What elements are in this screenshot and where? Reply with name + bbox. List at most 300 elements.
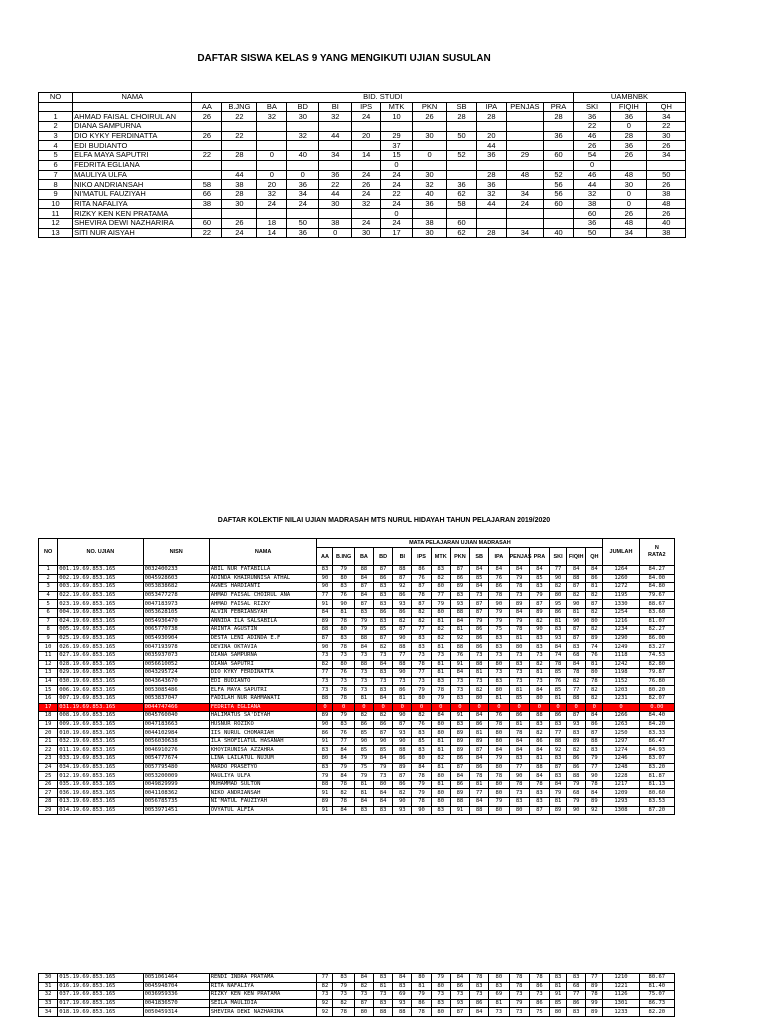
score-cell: 89 [450,729,469,738]
score-cell: 86 [489,583,509,592]
score-cell [506,218,543,228]
table-row [39,180,686,190]
score-cell: 83 [333,720,354,729]
row-no: 27 [39,789,58,798]
nisn: 0053477278 [143,591,209,600]
row-no: 17 [39,703,58,712]
score-cell: 78 [333,798,354,807]
score-cell: 73 [450,677,469,686]
uam-score-cell: 60 [573,209,610,219]
row-no: 29 [39,806,58,815]
score-cell: 86 [393,591,412,600]
score-cell: 36 [287,180,319,190]
score-cell: 93 [393,999,412,1008]
score-cell: 87 [393,626,412,635]
score-cell: 82 [374,712,393,721]
score-cell: 86 [470,763,489,772]
table-row [39,712,675,721]
score-cell: 73 [450,686,469,695]
uam-score-cell: 26 [647,180,686,190]
score-cell: 82 [412,617,431,626]
score-cell: 36 [447,180,477,190]
score-cell: 84 [450,617,469,626]
score-cell: 68 [567,651,586,660]
score-cell: 87 [412,600,431,609]
score-cell: 80 [374,780,393,789]
score-cell: 26 [192,112,222,122]
average-score: 84.20 [639,720,674,729]
total-score: 1272 [603,583,639,592]
score-cell: 90 [509,772,529,781]
header-rata: RATA2 [648,552,666,558]
average-score: 81.40 [639,982,674,991]
table-row [39,982,675,991]
score-cell: 36 [287,228,319,238]
student-name: MUHAMMAD SULTON [209,780,317,789]
student-name: DEVINA OKTAVIA [209,643,317,652]
subject-header: PRA [529,548,549,566]
score-cell: 82 [393,789,412,798]
score-cell: 85 [374,626,393,635]
score-cell: 22 [222,112,257,122]
score-cell: 88 [393,660,412,669]
subject-header: MTK [381,102,413,112]
score-cell [381,122,413,132]
score-cell: 82 [529,729,549,738]
score-cell: 99 [586,999,603,1008]
score-cell: 92 [450,634,469,643]
table-row [39,141,686,151]
score-cell: 56 [544,180,574,190]
student-name: FEDRITA EGLIANA [209,703,317,712]
score-cell: 83 [567,974,586,983]
score-cell: 60 [544,199,574,209]
row-no: 18 [39,712,58,721]
header-n: N [654,545,659,551]
score-cell: 80 [489,737,509,746]
score-cell: 88 [567,694,586,703]
row-no: 5 [39,151,73,161]
score-cell: 83 [509,755,529,764]
table-row [39,160,686,170]
nisn: 0043643670 [143,677,209,686]
score-cell: 26 [222,218,257,228]
score-cell: 86 [450,574,469,583]
uam-subject-header: SKI [573,102,610,112]
score-cell: 78 [412,1008,431,1017]
average-score: 83.33 [639,729,674,738]
score-cell: 32 [319,112,352,122]
exam-number: 028.19.69.853.165 [58,660,143,669]
score-cell: 89 [317,712,333,721]
exam-number: 007.19.69.853.165 [58,694,143,703]
header-no-ujian: NO. UJIAN [58,539,143,566]
table-row [39,151,686,161]
page-title: DAFTAR SISWA KELAS 9 YANG MENGIKUTI UJIAN SUSULAN [197,53,491,64]
nisn: 0045760040 [143,712,209,721]
score-cell: 83 [550,772,567,781]
score-cell: 88 [529,712,549,721]
score-cell: 93 [567,720,586,729]
score-cell: 50 [447,131,477,141]
score-cell: 86 [450,780,469,789]
score-cell: 77 [431,591,450,600]
score-cell: 86 [450,755,469,764]
row-no: 30 [39,974,58,983]
score-cell [192,209,222,219]
score-cell: 83 [374,806,393,815]
row-no: 1 [39,112,73,122]
subject-header: BI [393,548,412,566]
student-name: RIZKY KEN KEN PRATAMA [73,209,192,219]
table-row [39,228,686,238]
score-cell: 83 [489,634,509,643]
student-name: HUSNUR ROZIKO [209,720,317,729]
score-cell: 80 [412,974,431,983]
score-cell: 80 [333,626,354,635]
score-cell [257,141,287,151]
total-score: 1234 [603,626,639,635]
average-score: 81.07 [639,617,674,626]
table-row [39,1008,675,1017]
score-cell: 79 [509,617,529,626]
score-cell: 81 [586,660,603,669]
score-cell [506,122,543,132]
score-cell: 88 [317,780,333,789]
score-cell: 74 [550,651,567,660]
score-cell: 80 [586,669,603,678]
score-cell: 24 [222,228,257,238]
score-cell: 90 [567,617,586,626]
score-cell [222,122,257,132]
score-cell: 81 [354,694,373,703]
subject-header: SB [470,548,489,566]
score-cell: 86 [374,574,393,583]
average-score: 87.20 [639,806,674,815]
score-cell: 81 [450,626,469,635]
score-cell: 79 [529,591,549,600]
score-cell: 86 [470,999,489,1008]
uam-score-cell: 38 [647,228,686,238]
total-score: 1301 [603,999,639,1008]
score-cell: 73 [509,677,529,686]
student-name: AHMAD FAISAL CHOIRUL AN [73,112,192,122]
score-cell: 85 [550,686,567,695]
score-cell: 88 [529,763,549,772]
score-cell: 87 [567,634,586,643]
nisn: 0050459314 [143,1008,209,1017]
score-cell: 60 [447,218,477,228]
score-cell [192,170,222,180]
score-cell [287,122,319,132]
score-cell: 82 [354,712,373,721]
score-cell: 52 [447,151,477,161]
score-cell: 79 [489,798,509,807]
score-cell: 34 [319,151,352,161]
score-cell: 81 [550,694,567,703]
average-score: 83.53 [639,798,674,807]
row-no: 7 [39,617,58,626]
nisn: 0053971451 [143,806,209,815]
score-cell: 86 [317,729,333,738]
average-score: 82.27 [639,626,674,635]
score-cell: 79 [431,600,450,609]
score-cell [222,209,257,219]
average-score: 0.00 [639,703,674,712]
score-cell: 0 [257,170,287,180]
score-cell: 83 [450,591,469,600]
score-cell: 80 [489,660,509,669]
average-score: 79.67 [639,591,674,600]
score-cell: 84 [431,712,450,721]
score-cell: 28 [476,228,506,238]
subject-header: PENJAS [509,548,529,566]
score-cell: 83 [412,729,431,738]
table-row [39,218,686,228]
score-cell: 87 [470,600,489,609]
score-cell: 79 [412,991,431,1000]
total-score: 1297 [603,737,639,746]
score-cell: 86 [567,763,586,772]
row-no: 7 [39,170,73,180]
score-cell [506,112,543,122]
score-cell: 80 [509,806,529,815]
nisn: 0047183663 [143,720,209,729]
score-cell: 80 [431,789,450,798]
score-cell: 73 [317,686,333,695]
score-cell: 84 [586,789,603,798]
score-cell: 82 [567,677,586,686]
exam-number: 014.19.69.853.165 [58,806,143,815]
score-cell: 77 [393,651,412,660]
score-cell: 74 [586,643,603,652]
score-cell: 22 [319,180,352,190]
score-cell: 92 [317,999,333,1008]
score-cell: 83 [567,729,586,738]
score-cell: 86 [550,712,567,721]
score-cell: 86 [529,737,549,746]
average-score: 75.07 [639,991,674,1000]
score-cell: 30 [413,170,447,180]
table-row [39,737,675,746]
score-cell: 93 [393,729,412,738]
score-cell: 26 [413,112,447,122]
score-cell: 32 [257,189,287,199]
average-score: 76.80 [639,677,674,686]
row-no: 3 [39,583,58,592]
score-cell: 81 [489,999,509,1008]
score-cell: 83 [529,643,549,652]
score-cell: 86 [470,626,489,635]
student-name: IIS NURUL CHOMARIAH [209,729,317,738]
score-cell: 73 [529,651,549,660]
subject-header: IPA [476,102,506,112]
score-cell: 88 [393,746,412,755]
uam-score-cell: 22 [647,122,686,132]
score-cell: 90 [317,583,333,592]
score-cell: 77 [567,991,586,1000]
score-cell [544,160,574,170]
score-cell: 80 [431,583,450,592]
exam-number: 030.19.69.853.165 [58,677,143,686]
score-cell: 90 [317,643,333,652]
score-cell: 84 [374,798,393,807]
score-cell: 36 [319,170,352,180]
score-cell: 79 [431,694,450,703]
table-row [39,991,675,1000]
uam-score-cell: 48 [611,170,647,180]
score-cell: 83 [374,600,393,609]
uam-score-cell: 30 [611,180,647,190]
score-cell: 24 [352,112,381,122]
uam-score-cell: 32 [573,189,610,199]
row-no: 8 [39,180,73,190]
score-cell: 73 [529,677,549,686]
row-no: 25 [39,772,58,781]
score-cell: 24 [257,199,287,209]
row-no: 11 [39,209,73,219]
uam-score-cell: 34 [647,112,686,122]
score-cell: 82 [586,694,603,703]
score-cell: 83 [489,677,509,686]
score-cell: 84 [450,772,469,781]
uam-score-cell: 0 [611,122,647,132]
uam-score-cell: 34 [647,151,686,161]
row-no: 32 [39,991,58,1000]
score-cell: 0 [489,703,509,712]
score-cell: 85 [354,729,373,738]
score-cell: 83 [529,634,549,643]
average-score: 82.80 [639,660,674,669]
row-no: 2 [39,122,73,132]
score-cell: 81 [470,729,489,738]
susulan-table [38,92,686,238]
score-cell: 79 [412,780,431,789]
score-cell: 87 [550,763,567,772]
score-cell: 84 [529,686,549,695]
score-cell: 73 [412,677,431,686]
uam-score-cell: 22 [573,122,610,132]
score-cell: 84 [586,566,603,575]
score-cell: 73 [489,1008,509,1017]
score-cell: 86 [393,686,412,695]
score-cell: 84 [317,608,333,617]
score-cell: 14 [257,228,287,238]
exam-number: 008.19.69.853.165 [58,712,143,721]
score-cell: 50 [287,218,319,228]
score-cell: 90 [374,737,393,746]
score-cell: 91 [550,991,567,1000]
score-cell: 86 [586,574,603,583]
nisn: 0053628105 [143,608,209,617]
score-cell: 82 [333,999,354,1008]
exam-number: 026.19.69.853.165 [58,643,143,652]
nisn: 0053200009 [143,772,209,781]
score-cell: 22 [381,189,413,199]
score-cell: 82 [354,982,373,991]
score-cell: 34 [506,189,543,199]
score-cell [506,131,543,141]
score-cell: 83 [333,583,354,592]
score-cell: 79 [509,574,529,583]
score-cell: 76 [412,574,431,583]
score-cell: 84 [333,755,354,764]
score-cell: 83 [412,643,431,652]
score-cell: 80 [333,660,354,669]
nisn: 0056610052 [143,660,209,669]
uam-score-cell: 26 [573,141,610,151]
header-jumlah: JUMLAH [603,539,639,566]
score-cell: 84 [509,746,529,755]
score-cell: 81 [509,686,529,695]
score-cell: 88 [393,566,412,575]
score-cell: 79 [431,974,450,983]
score-cell: 81 [431,737,450,746]
score-cell: 20 [257,180,287,190]
score-cell: 80 [431,720,450,729]
score-cell: 88 [567,574,586,583]
student-name: DESTA LENI ADINDA E.F [209,634,317,643]
score-cell: 0 [319,228,352,238]
row-no: 3 [39,131,73,141]
uam-score-cell: 36 [611,141,647,151]
score-cell: 40 [413,189,447,199]
score-cell: 40 [544,228,574,238]
row-no: 4 [39,141,73,151]
score-cell: 44 [222,170,257,180]
student-name: SEILA MAULIDIA [209,999,317,1008]
score-cell: 80 [489,729,509,738]
table-row [39,780,675,789]
score-cell: 60 [544,151,574,161]
score-cell [506,141,543,151]
score-cell: 84 [489,566,509,575]
student-name: ANNIDA ILA SALSABILA [209,617,317,626]
score-cell: 82 [393,617,412,626]
score-cell: 90 [354,737,373,746]
score-cell: 68 [567,789,586,798]
score-cell: 79 [550,789,567,798]
student-name: FADILAH NUR RAHMAWATI [209,694,317,703]
score-cell: 88 [450,798,469,807]
total-score: 1246 [603,755,639,764]
score-cell: 81 [333,608,354,617]
row-no: 34 [39,1008,58,1017]
student-name: RITA NAFALIYA [73,199,192,209]
uam-score-cell: 34 [611,228,647,238]
header-no: NO [39,93,73,103]
score-cell: 91 [317,737,333,746]
score-cell: 84 [354,974,373,983]
score-cell: 82 [333,789,354,798]
table-row [39,617,675,626]
nisn: 0049829999 [143,780,209,789]
score-cell: 84 [374,789,393,798]
average-score: 86.73 [639,999,674,1008]
score-cell: 68 [567,982,586,991]
header-no: NO [39,539,58,566]
student-name: SITI NUR AISYAH [73,228,192,238]
table-row [39,131,686,141]
score-cell: 85 [374,746,393,755]
row-no: 6 [39,160,73,170]
score-cell [319,160,352,170]
row-no: 9 [39,189,73,199]
nisn: 0065770738 [143,626,209,635]
score-cell [413,122,447,132]
score-cell: 80 [489,806,509,815]
score-cell: 15 [381,151,413,161]
